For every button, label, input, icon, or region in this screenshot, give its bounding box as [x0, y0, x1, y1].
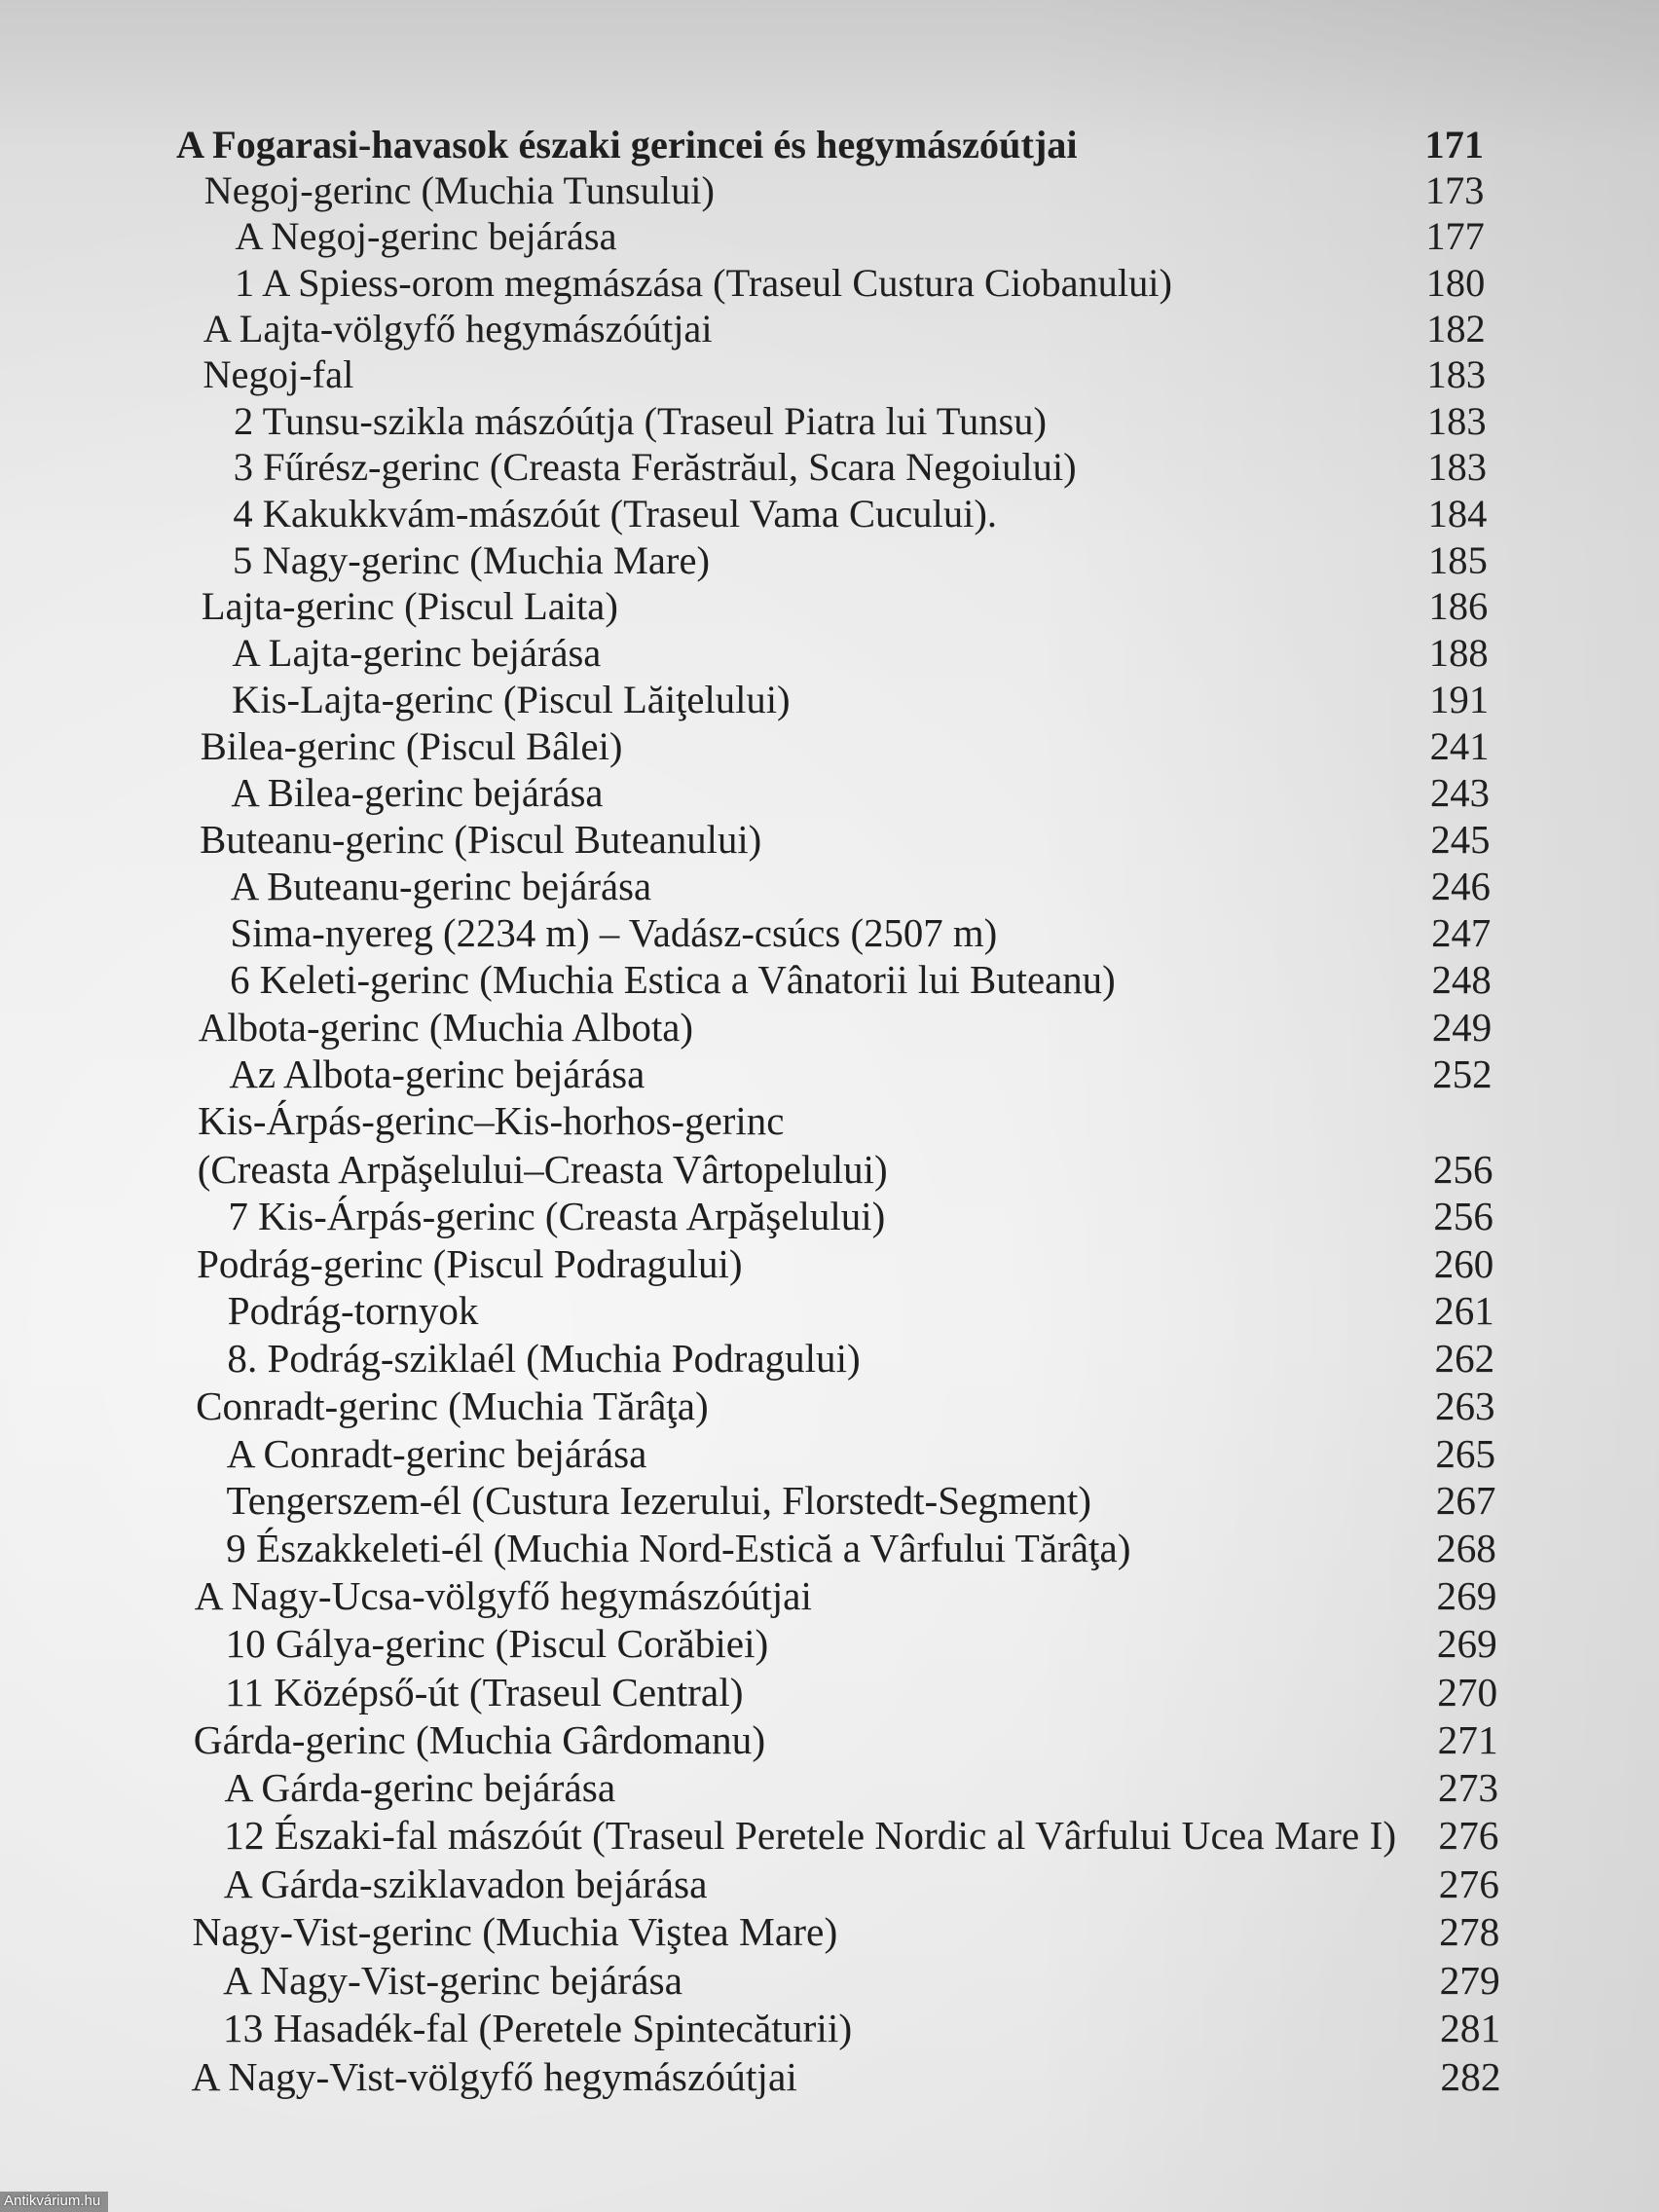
subsection-entry: [167, 1335, 1494, 1382]
section-entry: [163, 2053, 1500, 2102]
toc-section: [176, 583, 1490, 722]
entry-title: Tengerszem-él (Custura Iezerului, Florstedt-Segment): [226, 1478, 1091, 1524]
entry-title: Albota-gerinc (Muchia Albota): [198, 1005, 694, 1050]
entry-title: 13 Hasadék-fal (Peretele Spintecăturii): [222, 2006, 853, 2051]
section-entry: [169, 1098, 1493, 1145]
toc-section: [176, 723, 1491, 817]
table-of-contents: [176, 122, 1501, 2101]
chapter-page-number: 171: [1424, 123, 1484, 166]
entry-page-number: 262: [1434, 1336, 1495, 1382]
entry-title: Buteanu-gerinc (Piscul Buteanului): [200, 817, 762, 862]
entry-title: 12 Északi-fal mászóút (Traseul Peretele Nordic al Vârfului Ucea Mare I): [224, 1813, 1397, 1859]
entry-page-number: 263: [1434, 1382, 1495, 1428]
section-entry: [175, 306, 1486, 351]
entry-page-number: 183: [1426, 352, 1487, 397]
entry-title: Lajta-gerinc (Piscul Laita): [201, 584, 618, 629]
entry-page-number: 252: [1432, 1051, 1493, 1096]
toc-section: [176, 306, 1484, 351]
watermark: Antikvárium.hu: [0, 2192, 108, 2212]
entry-page-number: 256: [1433, 1194, 1493, 1239]
chapter-heading-row: [176, 122, 1484, 167]
entry-page-number: 182: [1426, 307, 1486, 350]
entry-page-number: 249: [1431, 1005, 1493, 1050]
entry-page-number: 281: [1439, 2006, 1501, 2051]
section-entry: [167, 1382, 1495, 1430]
entry-page-number: 282: [1440, 2053, 1501, 2099]
toc-section: [176, 1098, 1493, 1240]
subsection-entry: [164, 2005, 1500, 2053]
entry-page-number: 265: [1435, 1430, 1496, 1476]
entry-title: 10 Gálya-gerinc (Piscul Corăbiei): [225, 1621, 769, 1667]
section-entry: [174, 351, 1486, 397]
entry-title: 4 Kakukkvám-mászóút (Traseul Vama Cucului).: [233, 492, 997, 535]
subsection-entry: [170, 957, 1492, 1004]
entry-page-number: 261: [1434, 1288, 1494, 1334]
entry-page-number: 271: [1437, 1716, 1498, 1762]
subsection-entry: [171, 770, 1490, 817]
subsection-entry: [164, 1957, 1500, 2006]
subsection-entry: [171, 864, 1491, 910]
subsection-entry: [173, 537, 1488, 584]
section-entry: [170, 1005, 1492, 1051]
toc-section: [176, 1005, 1493, 1099]
entry-title: Sima-nyereg (2234 m) – Vadász-csúcs (2507 m): [230, 911, 998, 956]
entry-page-number: 185: [1428, 537, 1488, 582]
entry-page-number: 183: [1426, 398, 1487, 443]
entry-title: A Lajta-völgyfő hegymászóútjai: [203, 307, 713, 350]
subsection-entry: [169, 1051, 1492, 1098]
subsection-entry: [174, 444, 1487, 491]
subsection-entry: [166, 1525, 1496, 1572]
section-entry-continuation: [169, 1146, 1493, 1194]
entry-page-number: 245: [1430, 817, 1491, 862]
entry-page-number: 276: [1438, 1861, 1499, 1906]
subsection-entry: [170, 910, 1491, 957]
entry-title: A Nagy-Ucsa-völgyfő hegymászóútjai: [194, 1573, 812, 1619]
toc-section: [176, 2053, 1501, 2102]
section-entry: [166, 1572, 1497, 1620]
entry-page-number: 256: [1433, 1146, 1493, 1192]
subsection-entry: [168, 1287, 1494, 1335]
toc-section: [176, 351, 1488, 583]
entry-title: 2 Tunsu-szikla mászóútja (Traseul Piatra lui Tunsu): [234, 398, 1047, 443]
subsection-entry: [168, 1193, 1493, 1240]
entry-title: A Gárda-sziklavadon bejárása: [223, 1861, 708, 1906]
entry-page-number: 186: [1428, 584, 1489, 629]
entry-page-number: 248: [1431, 958, 1492, 1003]
subsection-entry: [175, 213, 1485, 259]
entry-title: A Nagy-Vist-völgyfő hegymászóútjai: [191, 2053, 797, 2099]
toc-section: [176, 1382, 1496, 1573]
subsection-entry: [167, 1430, 1495, 1478]
section-entry: [173, 583, 1489, 630]
entry-page-number: 188: [1428, 631, 1489, 676]
subsection-entry: [173, 491, 1487, 537]
entry-page-number: 269: [1436, 1573, 1497, 1619]
subsection-entry: [165, 1812, 1498, 1860]
section-entry: [168, 1240, 1493, 1288]
entry-title: A Nagy-Vist-gerinc bejárása: [223, 1957, 683, 2003]
section-entry: [172, 723, 1490, 770]
entry-page-number: 247: [1431, 911, 1492, 956]
entry-title: Conradt-gerinc (Muchia Tărâţa): [196, 1382, 709, 1428]
entry-title: Podrág-tornyok: [227, 1288, 479, 1334]
entry-page-number: 268: [1436, 1526, 1496, 1571]
entry-page-number: 183: [1427, 445, 1487, 490]
entry-page-number: 241: [1429, 723, 1490, 768]
entry-page-number: 267: [1435, 1478, 1496, 1524]
entry-title: A Negoj-gerinc bejárása: [235, 214, 617, 259]
subsection-entry: [166, 1669, 1497, 1716]
entry-title: 9 Északkeleti-él (Muchia Nord-Estică a Vârfului Tărâţa): [226, 1526, 1131, 1571]
entry-page-number: 270: [1437, 1669, 1498, 1714]
subsection-entry: [166, 1620, 1496, 1668]
entry-title: Negoj-fal: [203, 352, 354, 397]
entry-title: A Buteanu-gerinc bejárása: [230, 864, 652, 908]
toc-section: [176, 167, 1484, 306]
entry-title: 7 Kis-Árpás-gerinc (Creasta Arpăşelului): [228, 1194, 886, 1239]
toc-section: [176, 1572, 1498, 1715]
entry-page-number: 173: [1424, 168, 1485, 213]
entry-title: A Gárda-gerinc bejárása: [224, 1764, 616, 1810]
entry-title: 8. Podrág-sziklaél (Muchia Podragului): [227, 1336, 861, 1382]
entry-page-number: 278: [1439, 1909, 1500, 1955]
entry-title: 1 A Spiess-orom megmászása (Traseul Custura Ciobanului): [235, 260, 1172, 305]
entry-title: Gárda-gerinc (Muchia Gârdomanu): [193, 1716, 766, 1762]
entry-title: 11 Középső-út (Traseul Central): [225, 1669, 744, 1714]
entry-title: Podrág-gerinc (Piscul Podragului): [197, 1240, 743, 1286]
entry-title: Kis-Árpás-gerinc–Kis-horhos-gerinc: [198, 1099, 785, 1144]
entry-page-number: 177: [1425, 214, 1485, 259]
subsection-entry: [172, 630, 1488, 677]
entry-title: A Lajta-gerinc bejárása: [232, 631, 602, 676]
subsection-entry: [172, 677, 1489, 723]
section-entry: [164, 1908, 1499, 1956]
toc-section: [176, 817, 1492, 1005]
chapter-title: A Fogarasi-havasok északi gerincei és hegymászóútjai: [176, 123, 1078, 166]
subsection-entry: [166, 1477, 1495, 1525]
section-entry: [176, 167, 1485, 213]
entry-title: 5 Nagy-gerinc (Muchia Mare): [233, 537, 710, 582]
section-entry: [171, 817, 1490, 864]
entry-page-number: 276: [1438, 1813, 1499, 1859]
entry-title: 3 Fűrész-gerinc (Creasta Ferăstrăul, Scara Negoiului): [233, 445, 1077, 490]
entry-page-number: 243: [1429, 770, 1491, 815]
section-entry: [166, 1716, 1498, 1764]
toc-section: [176, 1908, 1501, 2053]
toc-section: [176, 1716, 1499, 1908]
entry-page-number: 269: [1436, 1621, 1497, 1667]
toc-section: [176, 1240, 1495, 1382]
entry-title: A Conradt-gerinc bejárása: [226, 1430, 647, 1476]
entry-title: Az Albota-gerinc bejárása: [229, 1051, 645, 1096]
subsection-entry: [175, 260, 1485, 306]
subsection-entry: [165, 1764, 1498, 1812]
entry-page-number: 246: [1430, 864, 1491, 908]
entry-page-number: 279: [1439, 1957, 1500, 2003]
entry-page-number: 184: [1427, 492, 1488, 535]
entry-title: Bilea-gerinc (Piscul Bâlei): [200, 723, 623, 768]
entry-title: Kis-Lajta-gerinc (Piscul Lăiţelului): [232, 677, 791, 721]
subsection-entry: [165, 1861, 1499, 1908]
entry-title: 6 Keleti-gerinc (Muchia Estica a Vânatorii lui Buteanu): [230, 958, 1116, 1003]
subsection-entry: [174, 398, 1487, 445]
entry-page-number: 180: [1425, 260, 1486, 305]
entry-title-continuation: (Creasta Arpăşelului–Creasta Vârtopelului): [197, 1146, 888, 1192]
entry-page-number: 273: [1438, 1764, 1499, 1810]
entry-page-number: 260: [1433, 1240, 1494, 1286]
entry-page-number: 191: [1429, 677, 1490, 721]
entry-title: Negoj-gerinc (Muchia Tunsului): [203, 168, 715, 213]
entry-title: Nagy-Vist-gerinc (Muchia Viştea Mare): [192, 1909, 838, 1955]
entry-title: A Bilea-gerinc bejárása: [231, 770, 604, 815]
